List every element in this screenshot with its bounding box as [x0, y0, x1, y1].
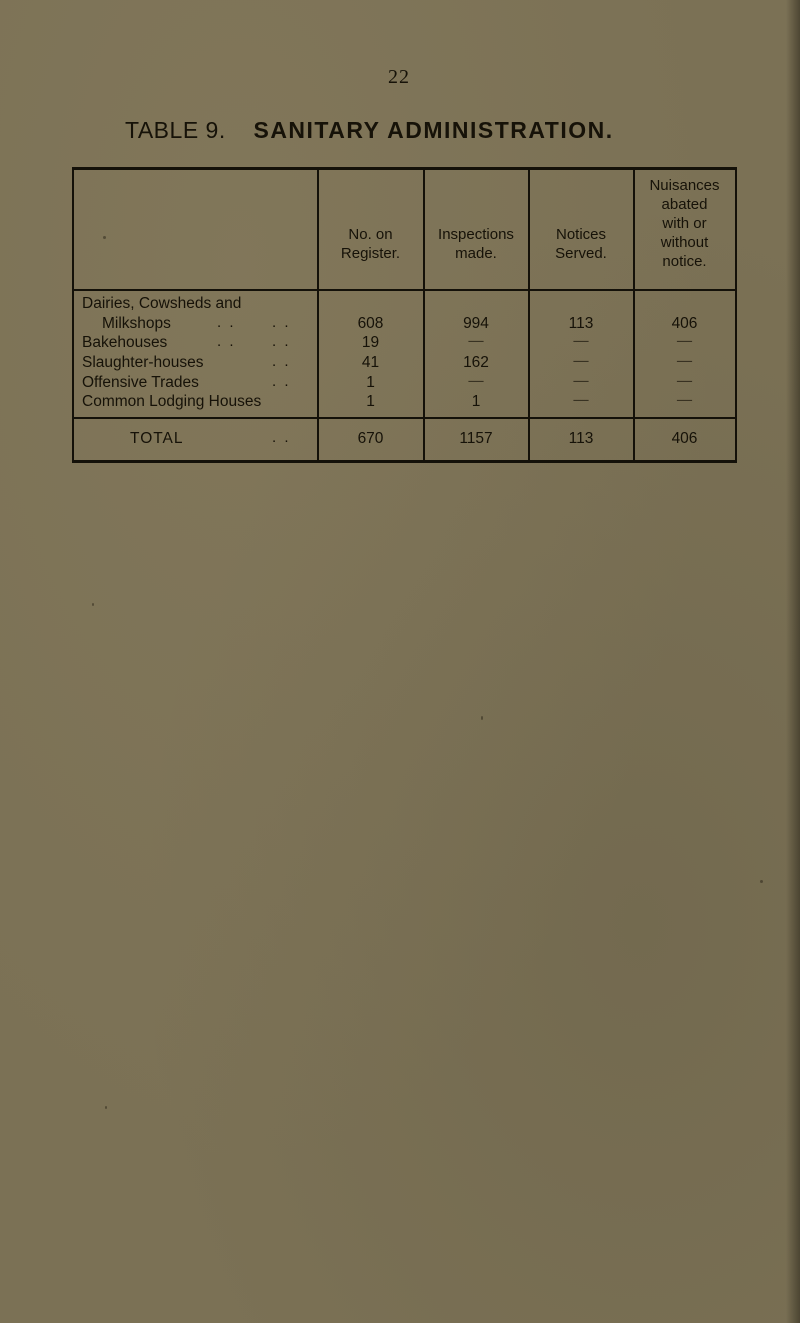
- leader-dots: . .: [272, 353, 291, 370]
- cell-inspections: 162: [463, 354, 489, 371]
- header-inspections-line1: Inspections: [438, 226, 514, 243]
- header-nuisances-line3: with or: [662, 215, 707, 232]
- header-nuisances: [634, 176, 735, 271]
- cell-nuisances: —: [677, 392, 692, 408]
- total-label: TOTAL: [130, 430, 184, 447]
- header-register: [318, 225, 423, 263]
- cell-nuisances: —: [677, 353, 692, 369]
- table-title: [125, 117, 614, 144]
- header-notices: [529, 225, 633, 263]
- leader-dots: . .: [272, 429, 291, 446]
- table-top-rule: [72, 167, 737, 170]
- leader-dots: . .: [217, 314, 236, 331]
- table-label: TABLE 9.: [125, 117, 226, 143]
- cell-notices: —: [573, 392, 589, 408]
- header-inspections: [424, 225, 528, 263]
- cell-register: 1: [366, 393, 375, 410]
- page-edge-shadow: [786, 0, 800, 1323]
- cell-inspections: 1: [471, 393, 481, 410]
- cell-nuisances: —: [677, 333, 692, 349]
- header-notices-line2: Served.: [555, 245, 607, 262]
- row-label-common-lodging-houses: Common Lodging Houses: [82, 393, 262, 410]
- header-nuisances-line2: abated: [661, 196, 708, 213]
- cell-inspections: 994: [463, 315, 489, 332]
- header-nuisances-line1: Nuisances: [649, 177, 720, 194]
- cell-notices: —: [573, 333, 589, 349]
- cell-notices: —: [573, 353, 589, 369]
- table-right-border: [735, 167, 737, 463]
- row-label-dairies-line1: Dairies, Cowsheds and: [82, 295, 242, 312]
- table-bottom-rule: [72, 460, 737, 463]
- cell-nuisances: —: [677, 373, 692, 389]
- header-inspections-line2: made.: [455, 245, 497, 262]
- total-inspections: 1157: [459, 430, 493, 447]
- leader-dots: . .: [272, 314, 291, 331]
- total-nuisances: 406: [671, 430, 698, 447]
- table-heading: SANITARY ADMINISTRATION.: [253, 117, 614, 143]
- row-label-bakehouses: Bakehouses: [82, 334, 168, 351]
- page-number: 22: [388, 66, 410, 88]
- cell-inspections: —: [468, 373, 484, 389]
- cell-notices: —: [573, 373, 589, 389]
- row-label-slaughter-houses: Slaughter-houses: [82, 354, 204, 371]
- leader-dots: . .: [272, 333, 291, 350]
- header-divider: [72, 289, 737, 291]
- header-nuisances-line4: without: [660, 234, 709, 251]
- row-label-dairies-line2: Milkshops: [102, 315, 171, 332]
- cell-register: 41: [361, 354, 380, 371]
- total-notices: 113: [568, 430, 594, 447]
- leader-dots: . .: [272, 373, 291, 390]
- cell-register: 608: [357, 315, 384, 332]
- cell-inspections: —: [468, 333, 484, 349]
- leader-dots: . .: [217, 333, 236, 350]
- sanitary-administration-table: [72, 167, 737, 463]
- header-notices-line1: Notices: [555, 226, 607, 243]
- cell-register: 19: [361, 334, 380, 351]
- paper-speck: [105, 1106, 107, 1109]
- cell-nuisances: 406: [671, 315, 698, 332]
- header-register-line2: Register.: [340, 245, 401, 262]
- table-left-border: [72, 167, 74, 463]
- header-register-line1: No. on: [348, 226, 393, 243]
- row-label-offensive-trades: Offensive Trades: [82, 374, 199, 391]
- cell-notices: 113: [568, 315, 594, 332]
- cell-register: 1: [366, 374, 375, 391]
- total-register: 670: [357, 430, 384, 447]
- paper-speck: [481, 716, 483, 720]
- paper-speck: [92, 603, 94, 606]
- paper-speck: [103, 236, 106, 239]
- header-nuisances-line5: notice.: [662, 253, 707, 270]
- total-divider: [72, 417, 737, 419]
- paper-speck: [760, 880, 763, 883]
